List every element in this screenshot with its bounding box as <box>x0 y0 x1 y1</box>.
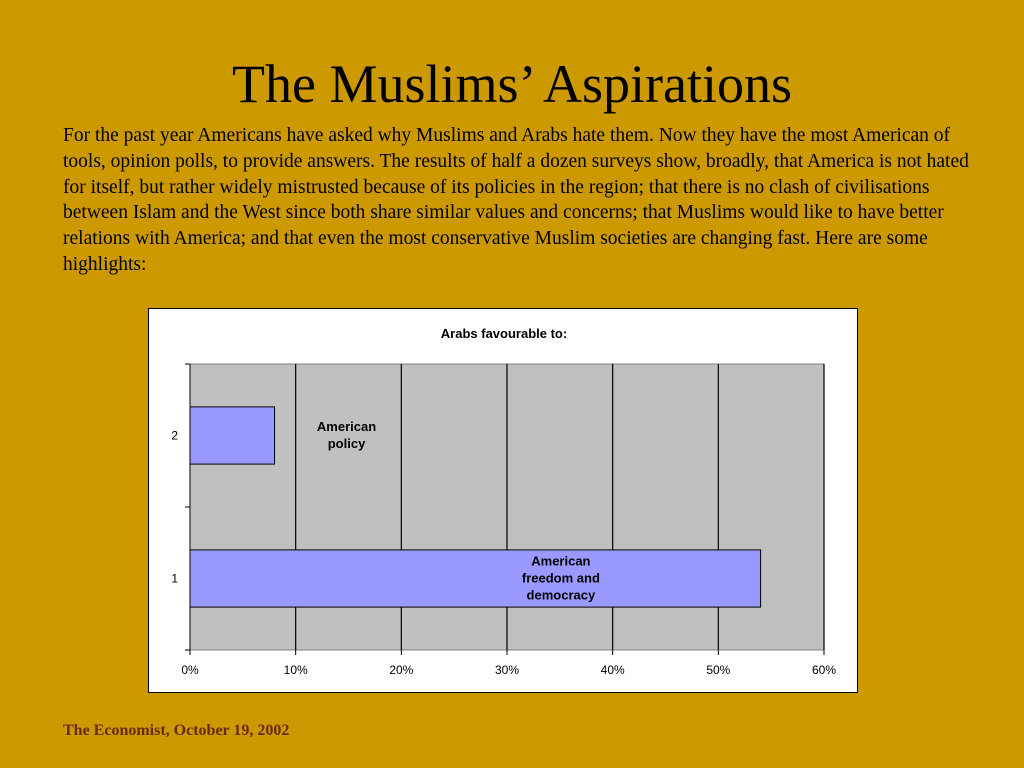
y-tick-label: 2 <box>171 428 178 443</box>
y-tick-label: 1 <box>171 571 178 586</box>
bar-chart <box>149 309 857 692</box>
bar <box>190 550 761 607</box>
x-tick-label: 10% <box>283 663 308 677</box>
intro-paragraph: For the past year Americans have asked why Muslims and Arabs hate them. Now they have the most American of tools, opinion polls, to provide answers. The results of half a dozen surveys show, broadly, that America is not hated for itself, but rather widely mistrusted because of its policies in the region; that there is no clash of civilisations between Islam and the West since both share similar values and concerns; that Muslims would like to have better relations with America; and that even the most conservative Muslim societies are changing fast. Here are some highlights: <box>63 125 969 275</box>
x-tick-label: 60% <box>811 663 837 677</box>
data-label: American <box>531 553 591 569</box>
x-tick-label: 50% <box>706 663 731 677</box>
chart-title: Arabs favourable to: <box>440 326 568 341</box>
chart-frame <box>148 308 858 693</box>
bar <box>190 407 275 464</box>
data-label: American <box>316 419 377 434</box>
x-tick-label: 0% <box>181 663 199 677</box>
x-tick-label: 20% <box>389 663 414 677</box>
source-citation: The Economist, October 19, 2002 <box>63 722 290 739</box>
x-tick-label: 30% <box>494 663 520 677</box>
x-tick-label: 40% <box>600 663 625 677</box>
data-label: policy <box>327 436 366 451</box>
data-label: democracy <box>526 587 596 603</box>
data-label: freedom and <box>521 570 600 586</box>
slide-title: The Muslims’ Aspirations <box>232 54 792 114</box>
